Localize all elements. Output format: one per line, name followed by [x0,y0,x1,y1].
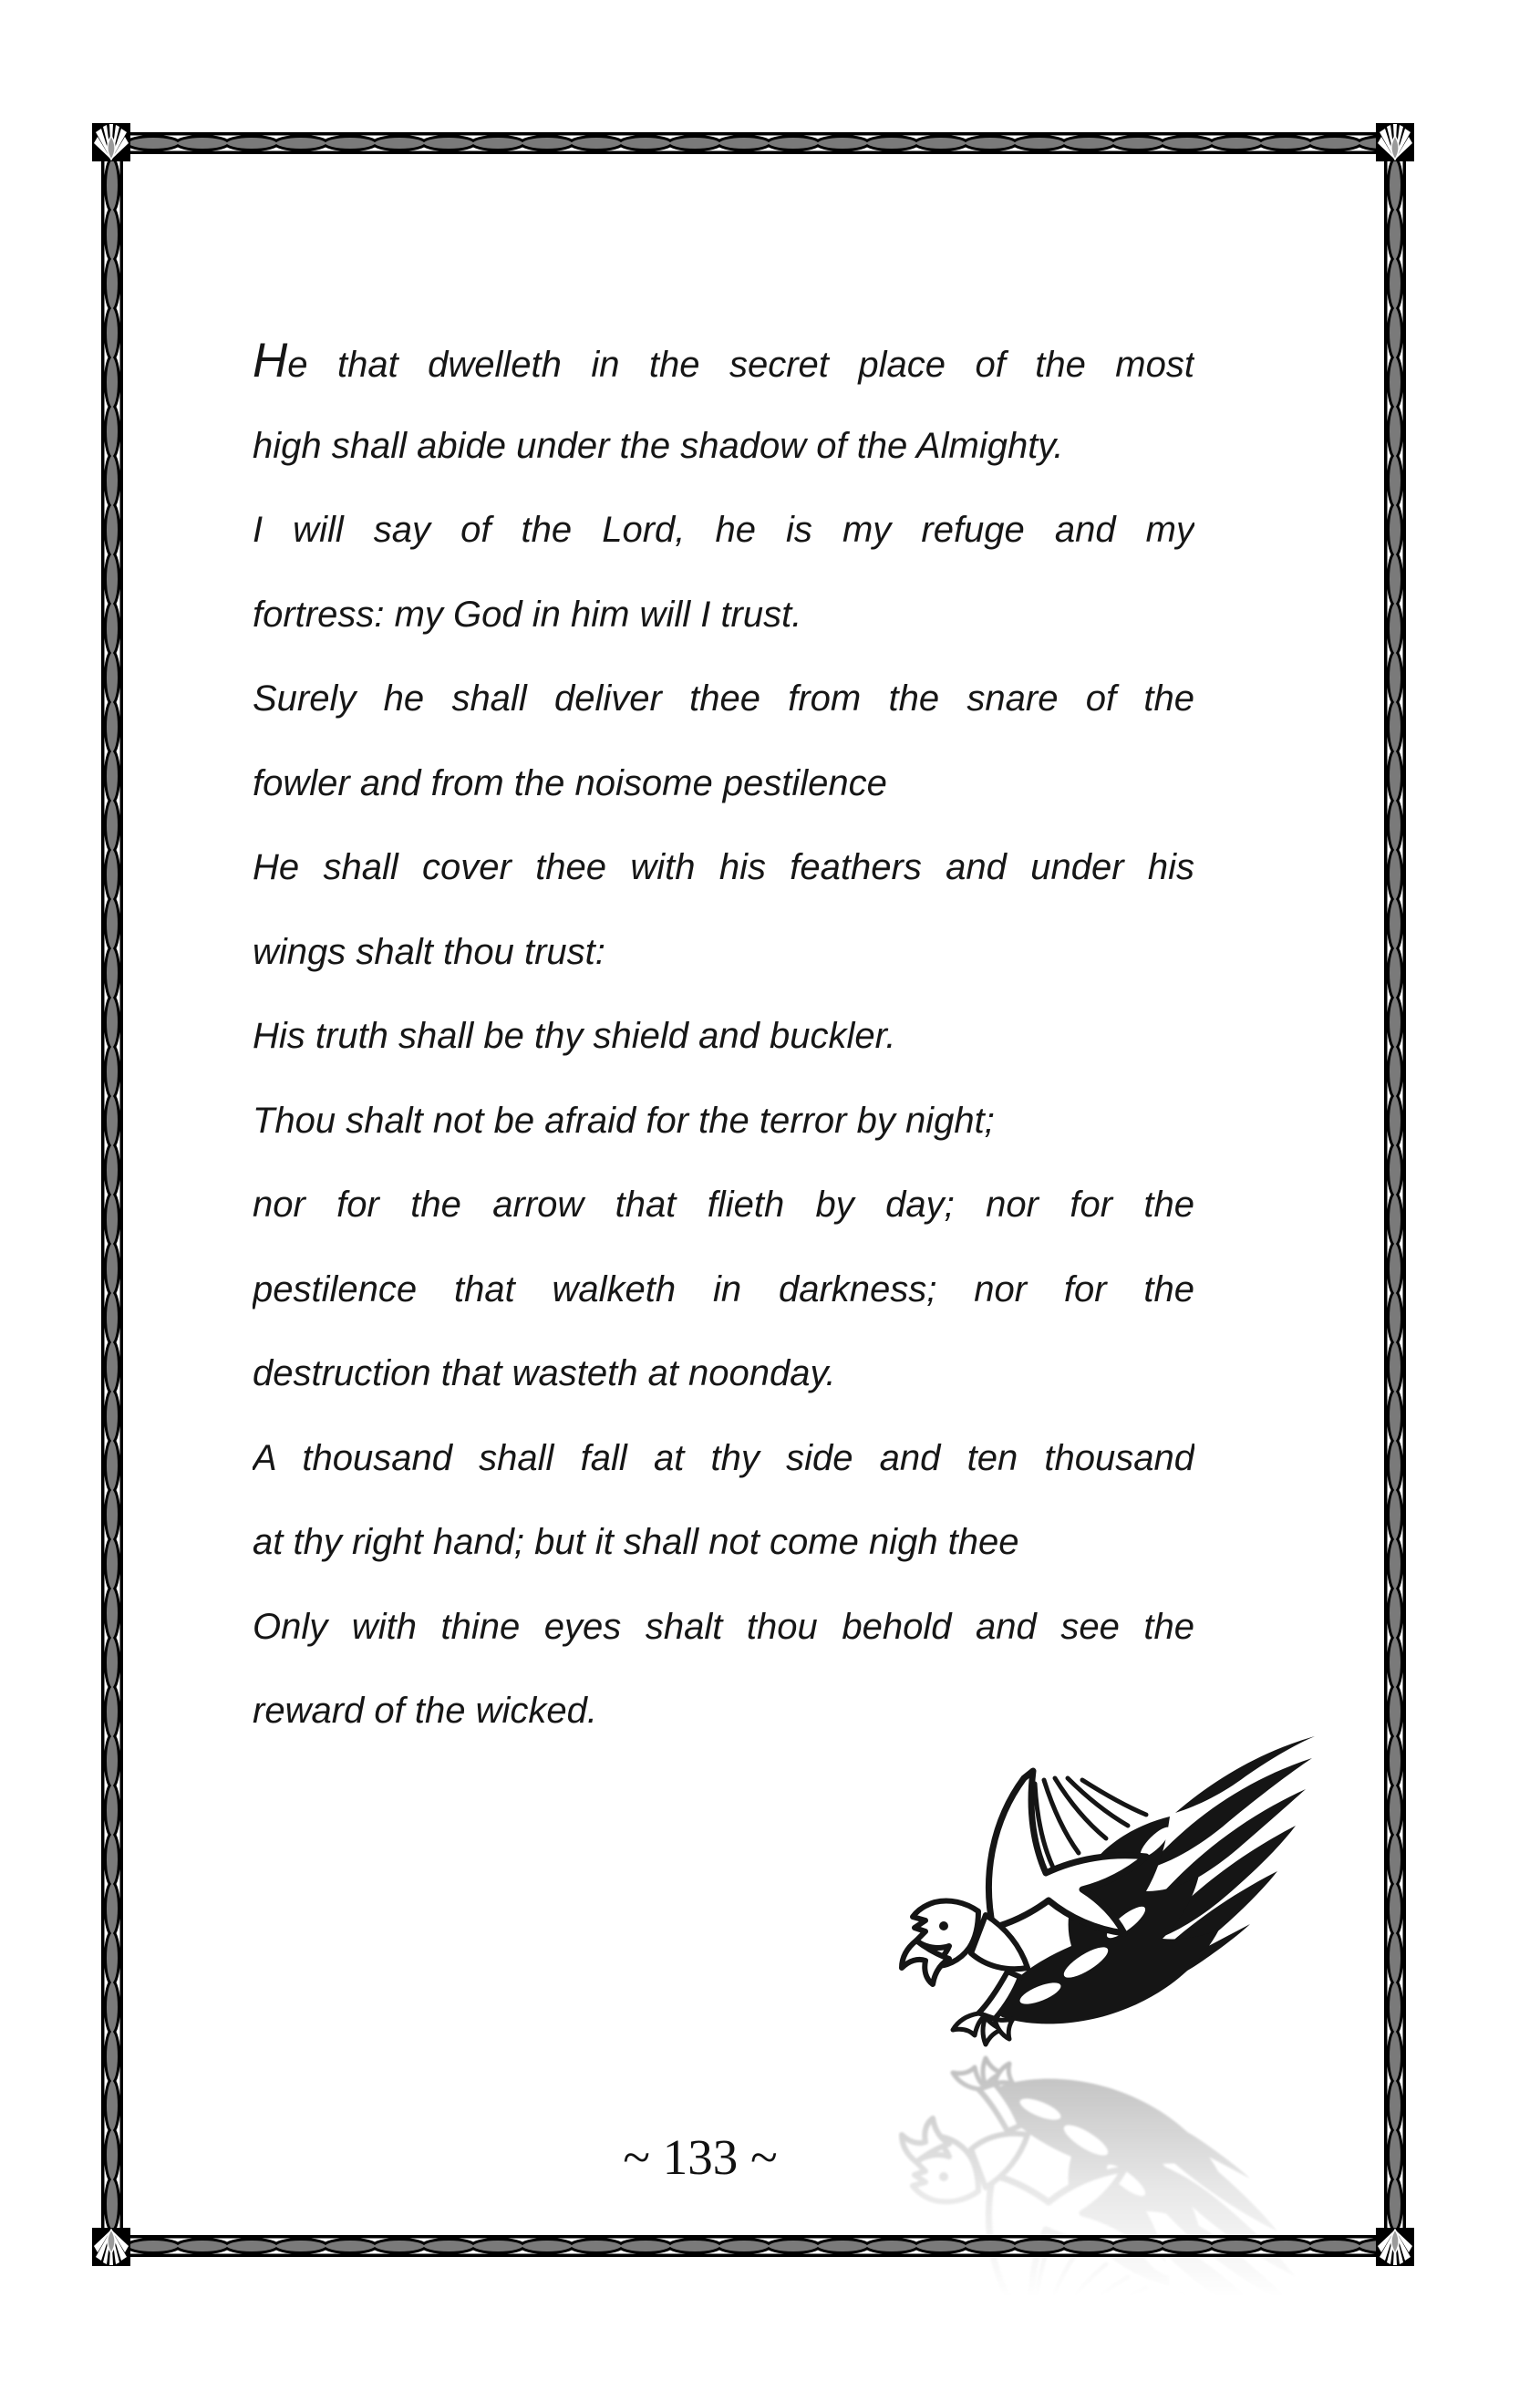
verse-line: pestilence that walketh in darkness; nor for the [253,1268,1194,1309]
eagle-flames-illustration [898,1733,1318,2052]
verse-line: A thousand shall fall at thy side and ten thousand [253,1437,1194,1478]
verse-line: at thy right hand; but it shall not come nigh thee [253,1522,1019,1562]
verse-line: I will say of the Lord, he is my refuge and my [253,510,1194,550]
verse-line: reward of the wicked. [253,1691,597,1731]
verse-line: He shall cover thee with his feathers and under his [253,847,1194,887]
verse-line: His truth shall be thy shield and buckler. [253,1016,896,1056]
border-band-bottom [129,2235,1378,2257]
verse-line: fowler and from the noisome pestilence [253,762,887,803]
verse-line: He that dwelleth in the secret place of the most [253,334,1194,388]
verse-line: wings shalt thou trust: [253,931,605,972]
page-number: ~ 133 ~ [623,2129,778,2185]
lead-capital: H [253,334,288,388]
eagle-reflection [898,2051,1318,2370]
palmette-corner-ornament-bottom-left-icon [92,2228,130,2266]
palmette-corner-ornament-top-right-icon [1376,123,1414,161]
border-band-top [129,132,1378,154]
border-band-left [101,160,123,2229]
verse-line: high shall abide under the shadow of the Almighty. [253,425,1064,466]
palmette-corner-ornament-bottom-right-icon [1376,2228,1414,2266]
verse-line: Surely he shall deliver thee from the snare of the [253,678,1194,719]
verse-line: Only with thine eyes shalt thou behold and see the [253,1606,1194,1647]
verse-line: destruction that wasteth at noonday. [253,1353,836,1393]
verse-line: Thou shalt not be afraid for the terror by night; [253,1100,995,1141]
verse-line: fortress: my God in him will I trust. [253,594,802,635]
palmette-corner-ornament-top-left-icon [92,123,130,161]
verse-block [253,319,1194,1754]
border-band-right [1384,160,1406,2229]
verse-line: nor for the arrow that flieth by day; nor for the [253,1185,1194,1225]
